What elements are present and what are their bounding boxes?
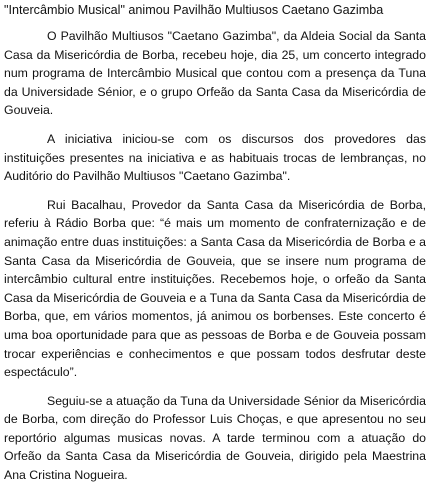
article-title: "Intercâmbio Musical" animou Pavilhão Multiusos Caetano Gazimba bbox=[4, 3, 384, 17]
article-paragraph-1: O Pavilhão Multiusos "Caetano Gazimba", da Aldeia Social da Santa Casa da Misericórdia de Borba, recebeu hoje, dia 25, um concerto integrado num programa de Intercâmbio Musical que contou com a presença da Tuna da Universidade Sénior, e o grupo Orfeão da Santa Casa da Misericórdia de Gouveia. bbox=[4, 29, 426, 118]
article-paragraph-4: Seguiu-se a atuação da Tuna da Universidade Sénior da Misericórdia de Borba, com direção do Professor Luis Choças, e que apresentou no seu reportório algumas musicas novas. A tarde terminou com a atuação do Orfeão da Santa Casa da Misericórdia de Gouveia, dirigido pela Maestrina Ana Cristina Nogueira. bbox=[4, 393, 426, 483]
article-paragraph-3: Rui Bacalhau, Provedor da Santa Casa da Misericórdia de Borba, referiu à Rádio Borba que: “é mais um momento de confraternização e de animação entre duas instituições: a Santa Casa da Misericórdia de Borba e a Santa Casa da Misericórdia de Gouveia, que se insere num programa de intercâmbio cultural entre instituições. Recebemos hoje, o orfeão da Santa Casa da Misericórdia de Gouveia e a Tuna da Santa Casa da Misericórdia de Borba, que, em vários momentos, já animou os borbenses. Este concerto é uma boa oportunidade para que as pessoas de Borba e de Gouveia possam trocar experiências e conhecimentos e que possam todos desfrutar deste espectáculo”. bbox=[4, 197, 426, 380]
article-paragraph-2: A iniciativa iniciou-se com os discursos dos provedores das instituições presentes na iniciativa e as habituais trocas de lembranças, no Auditório do Pavilhão Multiusos "Caetano Gazimba". bbox=[4, 131, 426, 184]
